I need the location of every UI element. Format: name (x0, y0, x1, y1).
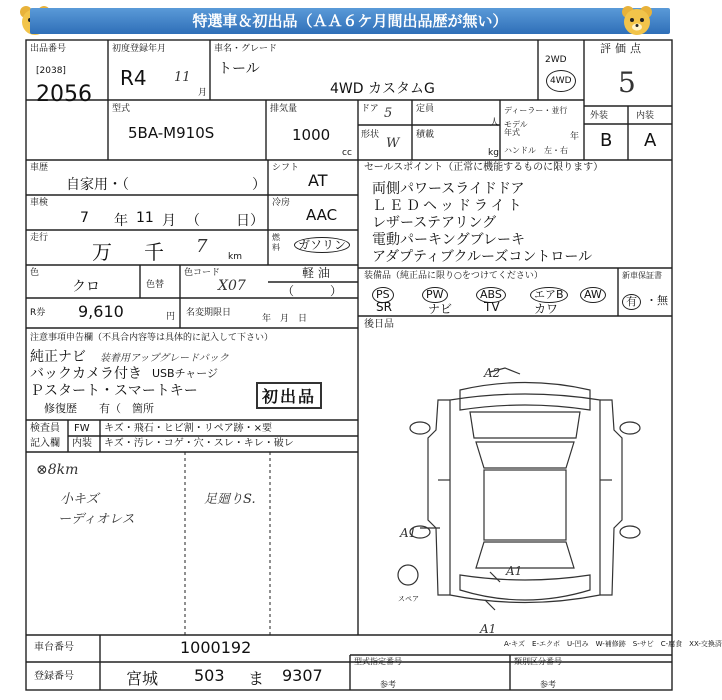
sales-item: レザーステアリング (372, 215, 497, 231)
inspection-day-open: （ (186, 213, 200, 229)
reg-month-unit: 月 (198, 88, 208, 98)
inspector-label: 検査員 (30, 423, 60, 434)
dealer-label: ディーラー・並行 (504, 106, 568, 115)
lot-number: 2056 (36, 82, 92, 107)
equip-sr: SR (376, 300, 392, 314)
doors-value: 5 (384, 106, 393, 121)
mileage-value: 7 (196, 236, 208, 257)
ac-label: 冷房 (272, 198, 291, 208)
plate-region: 宮城 (126, 669, 159, 688)
fuel-gasoline-circled: ガソリン (294, 234, 350, 253)
shape-label: 形状 (361, 130, 380, 140)
inspection-label: 車検 (30, 198, 49, 208)
eval-score: 5 (618, 66, 636, 99)
damage-mark: A1 (506, 564, 523, 578)
capacity-unit: 人 (490, 118, 500, 128)
eval-int-grade: A (644, 130, 657, 151)
eval-label: 評価点 (600, 42, 645, 55)
warranty-no: ・無 (646, 294, 668, 307)
spare-label: スペア (398, 595, 419, 603)
name-change-label: 名変期限日 (186, 308, 232, 318)
equip-abs-circled: ABS (476, 283, 506, 303)
category-number-label: 類別区分番号 (514, 657, 562, 666)
inspection-day-close: 日） (236, 213, 264, 229)
reg-year: R4 (120, 66, 147, 90)
color-code-label: 色コード (184, 268, 221, 278)
repair-history: 修復歴 有（ 箇所 (44, 402, 154, 415)
type-designation-ref: 参考 (380, 680, 396, 689)
load-unit: kg (488, 148, 499, 158)
model-label: 型式 (112, 104, 131, 114)
shift-value: AT (308, 171, 328, 190)
history-label: 車歴 (30, 163, 49, 173)
handwritten-note: 小キズ (60, 492, 99, 507)
banner-title: 特選車＆初出品（ＡＡ６ケ月間出品歴が無い） (30, 8, 670, 34)
displacement-value: 1000 (292, 126, 331, 144)
load-label: 積載 (416, 130, 435, 140)
equip-label: 装備品（純正品に限り○をつけてください） (364, 271, 543, 281)
color-label: 色 (30, 268, 40, 278)
color-code: X07 (218, 278, 246, 294)
mileage-sen: 千 (144, 240, 164, 264)
new-warranty-label: 新車保証書 (622, 271, 662, 280)
model-year-label: モデル年式 (504, 120, 528, 137)
mileage-label: 走行 (30, 233, 49, 243)
model-year-unit: 年 (570, 132, 580, 142)
equip-ps-circled: PS (372, 283, 394, 303)
reg-label: 初度登録年月 (112, 44, 167, 54)
equip-airbag-circled: エアB (530, 283, 568, 303)
history-close: ） (252, 177, 266, 193)
plate-kana: ま (248, 669, 265, 688)
drive-4wd-circled: 4WD (546, 68, 576, 92)
plate-number: 9307 (282, 666, 323, 685)
type-designation-label: 型式指定番号 (354, 657, 402, 666)
fuel-label: 燃料 (272, 233, 280, 252)
lot-sub: [2038] (36, 66, 66, 76)
capacity-label: 定員 (416, 104, 435, 114)
notes-label: 注意事項申告欄（不具合内容等は具体的に記入して下さい） (30, 333, 274, 343)
inspection-month: 11 (136, 210, 154, 226)
handwritten-note: ーディオレス (58, 512, 135, 527)
damage-legend: A-キズ E-エクボ U-凹み W-補修跡 S-サビ C-腐食 XX-交換済 (504, 640, 722, 648)
color-value: クロ (72, 279, 100, 295)
ac-value: AAC (306, 206, 338, 224)
car-name-label: 車名・グレード (214, 44, 278, 54)
fuel-diesel: 軽 油 (302, 266, 330, 280)
car-damage-diagram (380, 360, 670, 635)
notes-line2-handwritten: USBチャージ (152, 367, 219, 380)
warranty-yes-circled: 有 (622, 290, 641, 310)
equip-tv: TV (484, 300, 500, 314)
damage-mark: A2 (484, 366, 501, 380)
eval-int-label: 内装 (636, 111, 655, 121)
handle-value: 左・右 (544, 146, 568, 155)
notes-line3: Ｐスタート・スマートキー (30, 383, 198, 399)
plate-label: 登録番号 (34, 671, 74, 682)
inspection-year: 7 (80, 210, 89, 226)
equip-pw-circled: PW (422, 283, 448, 303)
name-change-value: 年 月 日 (262, 314, 308, 324)
category-number-ref: 参考 (540, 680, 556, 689)
rear-seat-label: 後日品 (364, 319, 394, 330)
notes-line1-handwritten: 装着用アップグレードパック (100, 353, 229, 364)
handle-label: ハンドル (504, 146, 536, 155)
inspector-entry-label: 記入欄 (30, 438, 60, 449)
mileage-unit: km (228, 252, 242, 262)
chassis-number: 1000192 (180, 638, 252, 657)
shape-value: W (386, 136, 400, 151)
displacement-unit: cc (342, 148, 352, 158)
plate-class: 503 (194, 666, 225, 685)
fuel-other: （ ） (282, 284, 343, 298)
chassis-label: 車台番号 (34, 642, 74, 653)
price-value: 9,610 (78, 302, 124, 321)
inspection-year-unit: 年 (114, 213, 128, 229)
equip-navi: ナビ (428, 302, 453, 316)
reg-month: 11 (174, 70, 191, 85)
sales-item: 両側パワースライドドア (372, 181, 525, 197)
fw-label: FW (74, 423, 90, 434)
eval-ext-label: 外装 (590, 111, 609, 121)
notes-line2: バックカメラ付き (30, 366, 142, 382)
handwritten-note: 足廻りS. (204, 492, 256, 507)
first-listing-stamp: 初出品 (256, 382, 322, 409)
sales-item: アダプティブクルーズコントロール (372, 249, 593, 265)
damage-mark: A1 (400, 526, 417, 540)
sales-label: セールスポイント（正常に機能するものに限ります） (364, 162, 604, 173)
car-grade: 4WD カスタムG (330, 81, 435, 97)
sales-item: ＬＥＤヘッドライト (372, 198, 525, 214)
lot-label: 出品番号 (30, 44, 67, 54)
doors-label: ドア (361, 104, 379, 114)
shift-label: シフト (272, 163, 300, 173)
history-value: 自家用・（ (66, 177, 129, 193)
sales-item: 電動パーキングブレーキ (372, 232, 526, 248)
equip-leather: カワ (534, 302, 559, 316)
handwritten-note: ⊗8km (36, 462, 79, 478)
damage-mark: A1 (480, 622, 497, 636)
price-unit: 円 (166, 312, 176, 322)
eval-ext-grade: B (600, 130, 613, 151)
interior-items: キズ・汚レ・コゲ・穴・スレ・キレ・破レ (104, 438, 294, 449)
equip-aw-circled: AW (580, 283, 606, 303)
price-label: R券 (30, 308, 46, 318)
color-swap-label: 色替 (146, 280, 165, 290)
inspection-month-unit: 月 (162, 213, 176, 229)
mileage-man: 万 (92, 240, 112, 264)
fw-items: キズ・飛石・ヒビ割・リペア跡・×要 (104, 423, 272, 434)
car-name: トール (218, 61, 260, 77)
notes-line1: 純正ナビ (30, 349, 86, 365)
model-code: 5BA-M910S (128, 124, 215, 142)
interior-label: 内装 (72, 438, 92, 449)
drive-2wd-label: 2WD (545, 55, 567, 65)
displacement-label: 排気量 (270, 104, 298, 114)
